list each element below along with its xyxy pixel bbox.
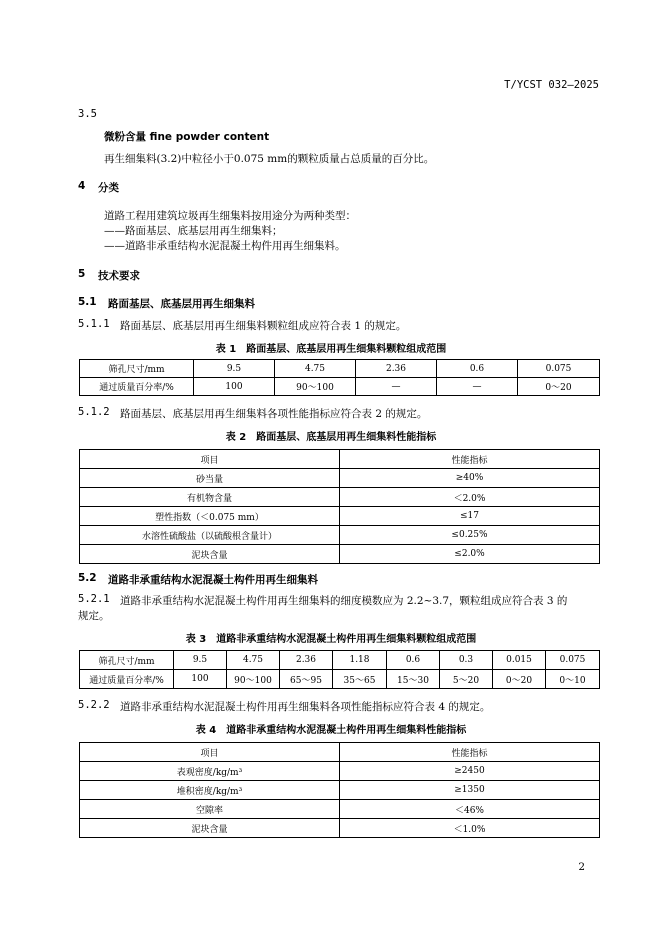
table-2-cell: 泥块含量 (80, 545, 340, 564)
clause-5-1-2-text: 路面基层、底基层用再生细集料各项性能指标应符合表 2 的规定。 (120, 408, 428, 420)
table-3-cell: 0～20 (493, 670, 546, 689)
table-1-cell: 0.075 (518, 360, 600, 378)
section-5-2-number: 5.2 (78, 572, 97, 584)
table-2-caption: 表 2 路面基层、底基层用再生细集料性能指标 (225, 432, 437, 443)
table-3-cell: 筛孔尺寸/mm (80, 651, 174, 670)
clause-3-5-definition: 再生细集料(3.2)中粒径小于0.075 mm的颗粒质量占总质量的百分比。 (104, 153, 435, 165)
table-1-cell: 通过质量百分率/% (80, 378, 194, 396)
clause-5-2-1-number: 5.2.1 (78, 593, 110, 605)
table-1-cell: 9.5 (194, 360, 275, 378)
clause-5-2-1-continuation: 规定。 (78, 610, 110, 622)
table-2-cell: 水溶性硫酸盐（以硫酸根含量计） (80, 526, 340, 545)
table-3-cell: 35～65 (333, 670, 387, 689)
table-2-header-cell: 项目 (80, 450, 340, 469)
table-2-cell: ≥40% (340, 469, 600, 488)
table-4-cell: ≥2450 (340, 762, 600, 781)
table-1-cell: 0.6 (437, 360, 518, 378)
table-1-caption: 表 1 路面基层、底基层用再生细集料颗粒组成范围 (215, 344, 447, 355)
table-1-cell: 90～100 (275, 378, 356, 396)
section-4-title: 分类 (98, 182, 119, 194)
table-3-caption: 表 3 道路非承重结构水泥混凝土构件用再生细集料颗粒组成范围 (185, 634, 477, 645)
table-4-row (80, 781, 600, 800)
table-3-cell: 1.18 (333, 651, 387, 670)
table-3-cell: 0.6 (387, 651, 440, 670)
clause-5-1-1-number: 5.1.1 (78, 318, 110, 330)
clause-3-5-number: 3.5 (78, 108, 97, 120)
table-4-cell: 表观密度/kg/m³ (80, 762, 340, 781)
table-3-cell: 0.3 (440, 651, 493, 670)
table-4-row (80, 819, 600, 838)
page-number: 2 (578, 861, 585, 873)
table-3-cell: 15～30 (387, 670, 440, 689)
clause-5-2-2-number: 5.2.2 (78, 699, 110, 711)
table-4-header-cell: 项目 (80, 743, 340, 762)
section-5-1-number: 5.1 (78, 296, 97, 308)
table-1-cell: 0～20 (518, 378, 600, 396)
table-4-cell: ≥1350 (340, 781, 600, 800)
table-4-cell: 空隙率 (80, 800, 340, 819)
table-3-header-row (80, 651, 600, 670)
table-3-row (80, 670, 600, 689)
table-4-caption: 表 4 道路非承重结构水泥混凝土构件用再生细集料性能指标 (195, 725, 467, 736)
table-3-cell: 9.5 (174, 651, 227, 670)
table-4-row (80, 800, 600, 819)
table-2-cell: 塑性指数（＜0.075 mm） (80, 507, 340, 526)
table-3 (79, 650, 600, 689)
clause-3-5-term: 微粉含量 fine powder content (104, 131, 270, 143)
table-3-cell: 90～100 (227, 670, 280, 689)
table-3-cell: 0.015 (493, 651, 546, 670)
table-2-row (80, 469, 600, 488)
table-4-cell: ＜46% (340, 800, 600, 819)
section-5-1-title: 路面基层、底基层用再生细集料 (108, 298, 255, 310)
clause-5-1-1-text: 路面基层、底基层用再生细集料颗粒组成应符合表 1 的规定。 (120, 320, 407, 332)
section-5-2-title: 道路非承重结构水泥混凝土构件用再生细集料 (108, 574, 318, 586)
table-2-cell: 砂当量 (80, 469, 340, 488)
table-1-cell: 4.75 (275, 360, 356, 378)
table-4-row (80, 762, 600, 781)
table-2-cell: ≤2.0% (340, 545, 600, 564)
table-2 (79, 449, 600, 564)
table-4-cell: 堆积密度/kg/m³ (80, 781, 340, 800)
table-3-cell: 0.075 (546, 651, 600, 670)
table-3-cell: 5～20 (440, 670, 493, 689)
table-1-cell: 筛孔尺寸/mm (80, 360, 194, 378)
section-4-intro: 道路工程用建筑垃圾再生细集料按用途分为两种类型： (104, 210, 356, 222)
table-2-cell: ≤0.25% (340, 526, 600, 545)
table-1-header-row (80, 360, 600, 378)
table-1-cell: — (356, 378, 437, 396)
table-3-cell: 2.36 (280, 651, 333, 670)
table-1-row (80, 378, 600, 396)
section-5-title: 技术要求 (98, 270, 140, 282)
table-4-header-cell: 性能指标 (340, 743, 600, 762)
table-4-cell: 泥块含量 (80, 819, 340, 838)
table-4-cell: ＜1.0% (340, 819, 600, 838)
table-1 (79, 359, 600, 396)
table-2-row (80, 545, 600, 564)
table-2-cell: 有机物含量 (80, 488, 340, 507)
table-3-cell: 4.75 (227, 651, 280, 670)
table-2-header-row (80, 450, 600, 469)
table-2-row (80, 507, 600, 526)
table-4-header-row (80, 743, 600, 762)
section-4-item-2: ——道路非承重结构水泥混凝土构件用再生细集料。 (104, 240, 346, 252)
table-2-row (80, 526, 600, 545)
table-3-cell: 65～95 (280, 670, 333, 689)
section-4-item-1: ——路面基层、底基层用再生细集料； (104, 225, 283, 237)
section-5-number: 5 (78, 268, 86, 280)
clause-5-2-2-text: 道路非承重结构水泥混凝土构件用再生细集料各项性能指标应符合表 4 的规定。 (120, 701, 491, 713)
table-2-cell: ＜2.0% (340, 488, 600, 507)
table-2-row (80, 488, 600, 507)
table-1-cell: — (437, 378, 518, 396)
section-4-number: 4 (78, 180, 86, 192)
table-1-cell: 100 (194, 378, 275, 396)
table-2-cell: ≤17 (340, 507, 600, 526)
clause-5-1-2-number: 5.1.2 (78, 406, 110, 418)
table-1-cell: 2.36 (356, 360, 437, 378)
table-3-cell: 通过质量百分率/% (80, 670, 174, 689)
table-3-cell: 100 (174, 670, 227, 689)
table-3-cell: 0～10 (546, 670, 600, 689)
clause-5-2-1-text: 道路非承重结构水泥混凝土构件用再生细集料的细度模数应为 2.2~3.7，颗粒组成应符合表 3 的 (120, 595, 568, 607)
standard-code: T/YCST 032—2025 (504, 79, 599, 91)
table-2-header-cell: 性能指标 (340, 450, 600, 469)
table-4 (79, 742, 600, 838)
